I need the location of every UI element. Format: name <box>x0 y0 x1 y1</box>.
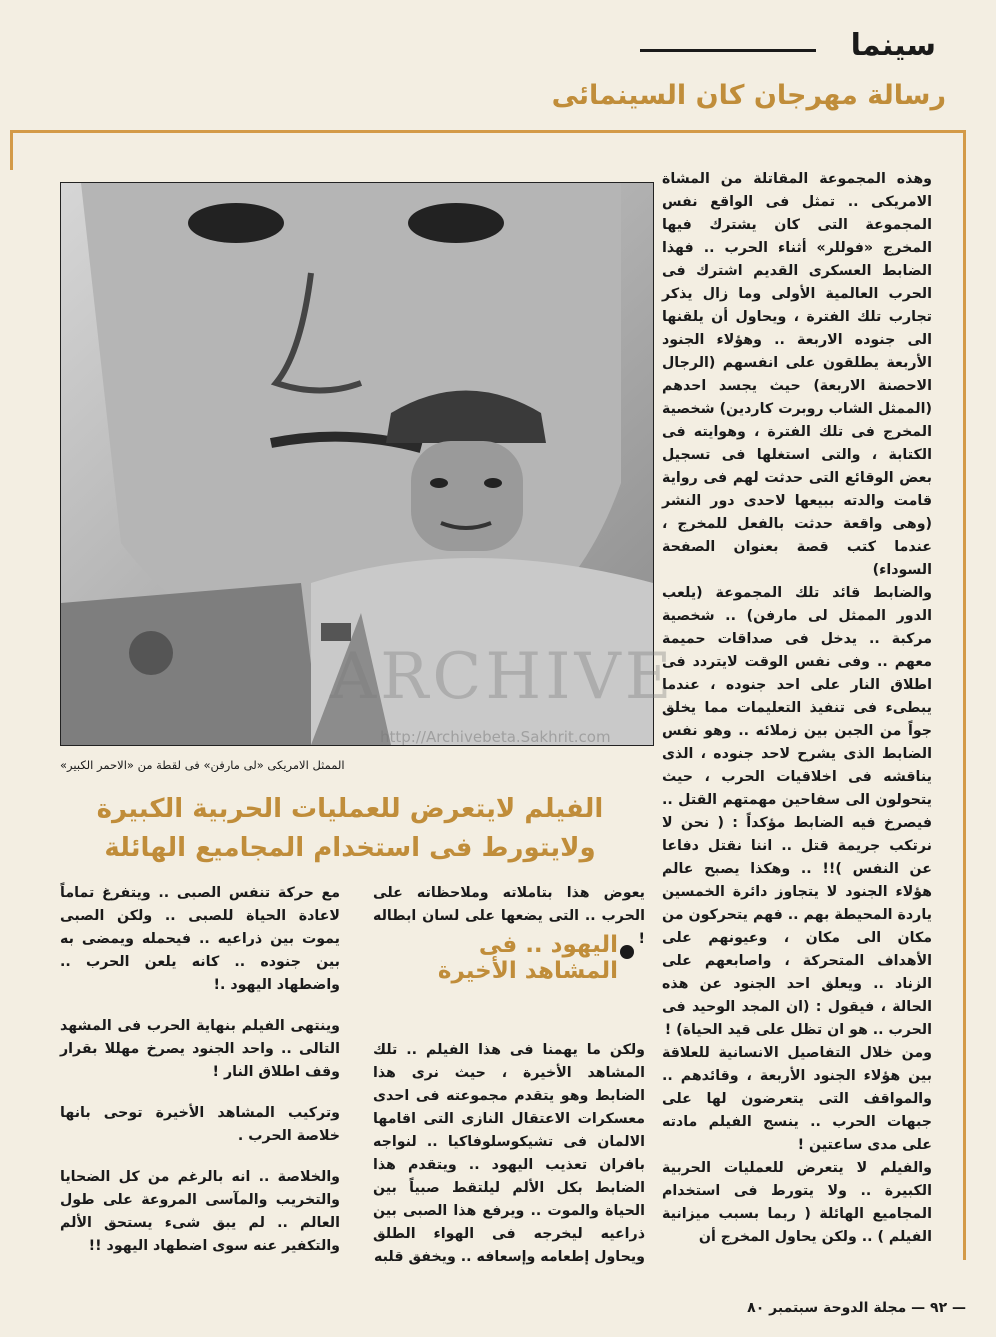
bullet-dot-icon <box>620 945 634 959</box>
paragraph: وهذه المجموعة المقاتلة من المشاة الامريكى .. تمثل فى الواقع نفس المجموعة التى كان يشترك فيها المخرج «فوللر» أثناء الحرب .. فهذا الضابط العسكرى القديم اشترك فى الحرب العالمية الأولى وما زال يذكر تجارب تلك الفترة ، ويحاول أن يلقنها الى جنوده الاربعة .. وهؤلاء الجنود الأربعة يطلقون على انفسهم (الرجال الاحصنة الاربعة) حيث يجسد احدهم (الممثل الشاب روبرت كاردين) شخصية المخرج فى تلك الفترة ، وهوايته فى الكتابة ، والتى استغلها فى تسجيل بعض الوقائع التى حدثت لهم فى رواية قامت والدته ببيعها لاحدى دور النشر (وهى واقعة حدثت بالفعل للمخرج ، عندما كتب قصة بعنوان الصفحة السوداء) <box>662 171 932 578</box>
archive-watermark-url: http://Archivebeta.Sakhrit.com <box>380 728 611 746</box>
paragraph: والضابط قائد تلك المجموعة (يلعب الدور الممثل لى مارفن) .. شخصية مركبة .. يدخل فى صداقات حميمة معهم .. وفى نفس الوقت لايتردد فى اطلاق النار على احد جنوده ، عندما يبطىء فى تنفيذ التعليمات مما يخلق جواً من الجبن بين زملائه .. وهو نفس الضابط الذى يشرح لاحد جنوده ، الذى يناقشه فى اخلاقيات الحرب ، حيث يتحولون الى سفاحين مهمتهم القتل .. فيصرخ فيه الضابط مؤكداً : ( نحن لا نرتكب جريمة قتل .. اننا نقتل دفاعا عن النفس )!! .. وهكذا يصبح عالم هؤلاء الجنود لا يتجاوز دائرة الخمسين ياردة المحيطة بهم .. فهم يتحركون من مكان الى مكان ، وعيونهم على الأهداف المتحركة ، واصابعهم على الزناد .. ويعلق احد الجنود عن هذه الحالة ، فيقول : (ان المجد الوحيد فى الحرب .. هو ان تظل على قيد الحياة) ! <box>662 585 932 1038</box>
column-right <box>662 168 932 1249</box>
photo-caption: الممثل الامريكى «لى مارفن» فى لقطة من «الاحمر الكبير» <box>60 758 345 772</box>
column-left <box>60 882 340 1258</box>
paragraph: وتركيب المشاهد الأخيرة توحى بانها خلاصة الحرب . <box>60 1105 340 1144</box>
section-subhead: اليهود .. فى المشاهد الأخيرة <box>437 932 618 985</box>
pull-quote-line-2: ولايتورط فى استخدام المجاميع الهائلة <box>104 833 596 863</box>
section-title: سينما <box>850 28 936 63</box>
frame-rule-left <box>10 130 13 170</box>
article-title: رسالة مهرجان كان السينمائى <box>551 80 946 111</box>
paragraph: والفيلم لا يتعرض للعمليات الحربية الكبيرة .. ولا يتورط فى استخدام المجاميع الهائلة ( ربما بسبب ميزانية الفيلم ) .. ولكن يحاول المخرج أن <box>662 1160 932 1245</box>
archive-watermark: ARCHIVE <box>330 640 676 714</box>
pull-quote-line-1: الفيلم لايتعرض للعمليات الحربية الكبيرة <box>96 794 604 824</box>
title-rule <box>640 49 816 52</box>
page-footer: — ٩٢ — مجلة الدوحة سبتمبر ٨٠ <box>747 1300 966 1316</box>
pull-quote <box>55 790 645 868</box>
frame-rule-top <box>10 130 966 133</box>
paragraph: ولكن ما يهمنا فى هذا الفيلم .. تلك المشاهد الأخيرة ، حيث نرى هذا الضابط وهو يتقدم مجموعته فى احدى معسكرات الاعتقال النازى التى اقامها الالمان فى تشيكوسلوفاكيا .. لنواجه بافران تعذيب اليهود .. ويتقدم هذا الضابط بكل الألم ليلتقط صبياً بين الحياة والموت .. ويرفع هذا الصبى بين ذراعيه ليخرجه فى الهواء الطلق ويحاول إطعامه وإسعافه .. ويخفق قلبه <box>373 1042 645 1265</box>
frame-rule-right <box>963 130 966 1260</box>
paragraph: والخلاصة .. انه بالرغم من كل الضحايا والتخريب والمآسى المروعة على طول العالم .. لم يبق شىء يستحق الألم والتكفير عنه سوى اضطهاد اليهود !! <box>60 1169 340 1254</box>
paragraph: يعوض هذا بتاملاته وملاحظاته على الحرب .. التى يضعها على لسان ابطاله ! <box>373 885 645 947</box>
paragraph: مع حركة تنفس الصبى .. ويتفرغ تماماً لاعادة الحياة للصبى .. ولكن الصبى يموت بين ذراعيه .. فيحمله ويمضى به بين جنوده .. كانه يلعن الحرب .. واضطهاد اليهود .! <box>60 885 340 993</box>
paragraph: وينتهى الفيلم بنهاية الحرب فى المشهد التالى .. واحد الجنود يصرخ مهللا بقرار وقف اطلاق النار ! <box>60 1018 340 1080</box>
paragraph: ومن خلال التفاصيل الانسانية للعلاقة بين هؤلاء الجنود الأربعة ، وقائدهم .. والمواقف التى يتعرضون لها على جبهات الحرب .. ينسج الفيلم مادته على مدى ساعتين ! <box>662 1045 932 1153</box>
